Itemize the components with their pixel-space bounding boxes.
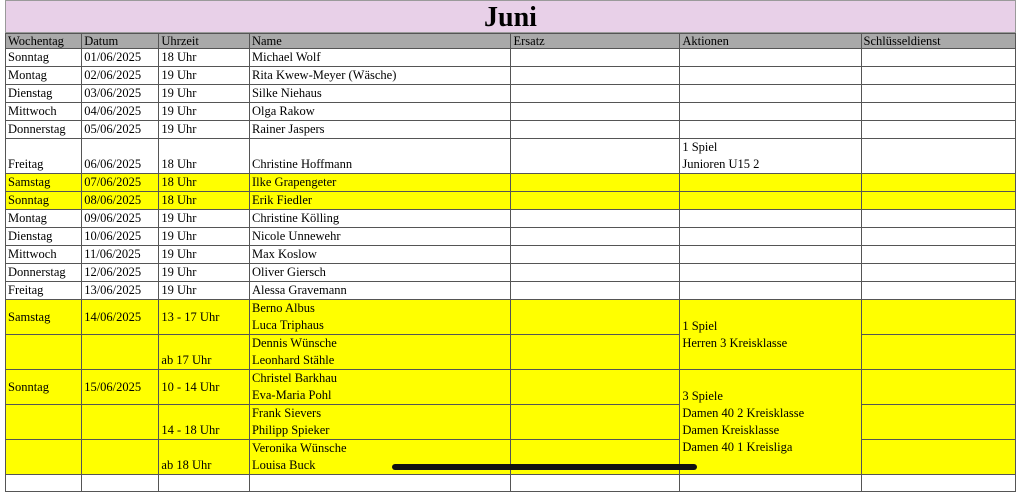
cell-aktionen[interactable] xyxy=(680,85,861,103)
action-line: Herren 3 Kreisklasse xyxy=(682,335,788,350)
cell-date[interactable]: 05/06/2025 xyxy=(82,121,159,139)
table-row xyxy=(6,405,1016,440)
cell-schluessel[interactable] xyxy=(861,174,1015,192)
name-line: Luca Triphaus xyxy=(251,318,324,332)
cell-schluessel[interactable] xyxy=(861,264,1015,282)
cell-day[interactable] xyxy=(6,475,82,492)
cell-date[interactable]: 15/06/2025 xyxy=(82,370,159,405)
cell-time[interactable]: 13 - 17 Uhr xyxy=(159,300,250,335)
table-row xyxy=(6,300,1016,335)
cell-date[interactable] xyxy=(82,335,159,370)
cell-date[interactable]: 01/06/2025 xyxy=(82,49,159,67)
header-row xyxy=(6,34,1016,49)
cell-date[interactable]: 07/06/2025 xyxy=(82,174,159,192)
cell-name[interactable]: Erik Fiedler xyxy=(249,192,511,210)
header-aktionen[interactable]: Aktionen xyxy=(680,34,861,49)
cell-date[interactable]: 11/06/2025 xyxy=(82,246,159,264)
name-line: Christel Barkhau xyxy=(251,371,338,385)
cell-ersatz[interactable] xyxy=(511,246,680,264)
cell-day[interactable]: Freitag xyxy=(6,282,82,300)
cell-day[interactable] xyxy=(6,440,82,475)
cell-aktionen[interactable] xyxy=(680,264,861,282)
cell-time[interactable]: 18 Uhr xyxy=(159,139,250,174)
table-row xyxy=(6,282,1016,300)
cell-schluessel[interactable] xyxy=(861,210,1015,228)
header-name[interactable]: Name xyxy=(249,34,511,49)
cell-schluessel[interactable] xyxy=(861,440,1015,475)
cell-ersatz[interactable] xyxy=(511,67,680,85)
action-line: 1 Spiel xyxy=(682,318,718,333)
cell-day[interactable]: Freitag xyxy=(6,139,82,174)
table-row xyxy=(6,67,1016,85)
cell-time[interactable]: 18 Uhr xyxy=(159,192,250,210)
cell-name[interactable]: Rita Kwew-Meyer (Wäsche) xyxy=(249,67,511,85)
cell-aktionen[interactable] xyxy=(680,300,861,370)
cell-name[interactable] xyxy=(249,300,511,335)
cell-aktionen[interactable] xyxy=(680,370,861,475)
cell-time[interactable]: ab 17 Uhr xyxy=(159,335,250,370)
name-line: Berno Albus xyxy=(251,301,315,315)
table-row xyxy=(6,335,1016,370)
action-line: 1 Spiel xyxy=(682,140,718,154)
cell-ersatz[interactable] xyxy=(511,282,680,300)
cell-time[interactable]: 18 Uhr xyxy=(159,49,250,67)
table-row xyxy=(6,103,1016,121)
cell-schluessel[interactable] xyxy=(861,85,1015,103)
cell-ersatz[interactable] xyxy=(511,121,680,139)
cell-date[interactable]: 09/06/2025 xyxy=(82,210,159,228)
cell-schluessel[interactable] xyxy=(861,67,1015,85)
cell-day[interactable]: Sonntag xyxy=(6,192,82,210)
cell-name[interactable]: Christine Hoffmann xyxy=(249,139,511,174)
cell-schluessel[interactable] xyxy=(861,282,1015,300)
cell-name[interactable]: Alessa Gravemann xyxy=(249,282,511,300)
cell-schluessel[interactable] xyxy=(861,49,1015,67)
cell-date[interactable] xyxy=(82,475,159,492)
header-ersatz[interactable]: Ersatz xyxy=(511,34,680,49)
table-row xyxy=(6,264,1016,282)
name-line: Eva-Maria Pohl xyxy=(251,388,332,402)
cell-schluessel[interactable] xyxy=(861,335,1015,370)
cell-time[interactable]: 19 Uhr xyxy=(159,121,250,139)
cell-date[interactable]: 14/06/2025 xyxy=(82,300,159,335)
cell-ersatz[interactable] xyxy=(511,335,680,370)
cell-schluessel[interactable] xyxy=(861,405,1015,440)
schedule-table xyxy=(5,33,1016,492)
cell-ersatz[interactable] xyxy=(511,139,680,174)
cell-date[interactable]: 13/06/2025 xyxy=(82,282,159,300)
cell-name[interactable] xyxy=(249,335,511,370)
table-row xyxy=(6,475,1016,492)
cell-ersatz[interactable] xyxy=(511,210,680,228)
cell-aktionen[interactable] xyxy=(680,246,861,264)
cell-name[interactable]: Oliver Giersch xyxy=(249,264,511,282)
cell-ersatz[interactable] xyxy=(511,228,680,246)
cell-name[interactable] xyxy=(249,405,511,440)
cell-schluessel[interactable] xyxy=(861,246,1015,264)
table-row xyxy=(6,49,1016,67)
cell-date[interactable]: 03/06/2025 xyxy=(82,85,159,103)
cell-date[interactable] xyxy=(82,405,159,440)
cell-ersatz[interactable] xyxy=(511,49,680,67)
cell-day[interactable]: Samstag xyxy=(6,174,82,192)
cell-name[interactable] xyxy=(249,475,511,492)
cell-name[interactable]: Max Koslow xyxy=(249,246,511,264)
cell-day[interactable]: Mittwoch xyxy=(6,246,82,264)
cell-day[interactable]: Mittwoch xyxy=(6,103,82,121)
cell-name[interactable]: Silke Niehaus xyxy=(249,85,511,103)
spreadsheet xyxy=(5,0,1016,492)
name-line: Philipp Spieker xyxy=(251,423,330,437)
cell-date[interactable] xyxy=(82,440,159,475)
cell-ersatz[interactable] xyxy=(511,174,680,192)
cell-schluessel[interactable] xyxy=(861,300,1015,335)
header-schluesseldienst[interactable]: Schlüsseldienst xyxy=(861,34,1015,49)
cell-ersatz[interactable] xyxy=(511,370,680,405)
cell-date[interactable]: 08/06/2025 xyxy=(82,192,159,210)
table-row xyxy=(6,139,1016,174)
cell-time[interactable]: 19 Uhr xyxy=(159,85,250,103)
cell-ersatz[interactable] xyxy=(511,192,680,210)
cell-name[interactable]: Rainer Jaspers xyxy=(249,121,511,139)
cell-schluessel[interactable] xyxy=(861,103,1015,121)
cell-day[interactable]: Dienstag xyxy=(6,228,82,246)
cell-aktionen[interactable] xyxy=(680,282,861,300)
cell-name[interactable]: Ilke Grapengeter xyxy=(249,174,511,192)
name-line: Veronika Wünsche xyxy=(251,441,347,455)
cell-day[interactable]: Sonntag xyxy=(6,370,82,405)
cell-name[interactable]: Olga Rakow xyxy=(249,103,511,121)
table-row xyxy=(6,210,1016,228)
cell-aktionen[interactable] xyxy=(680,139,861,174)
table-row xyxy=(6,121,1016,139)
cell-day[interactable] xyxy=(6,335,82,370)
cell-name[interactable] xyxy=(249,370,511,405)
cell-ersatz[interactable] xyxy=(511,103,680,121)
cell-date[interactable]: 04/06/2025 xyxy=(82,103,159,121)
cell-ersatz[interactable] xyxy=(511,300,680,335)
cell-day[interactable]: Montag xyxy=(6,67,82,85)
name-line: Leonhard Stähle xyxy=(251,353,335,367)
cell-day[interactable]: Donnerstag xyxy=(6,264,82,282)
cell-time[interactable]: ab 18 Uhr xyxy=(159,440,250,475)
cell-aktionen[interactable] xyxy=(680,192,861,210)
cell-name[interactable]: Michael Wolf xyxy=(249,49,511,67)
cell-ersatz[interactable] xyxy=(511,405,680,440)
cell-schluessel[interactable] xyxy=(861,370,1015,405)
action-line: Junioren U15 2 xyxy=(682,157,760,171)
cell-time[interactable]: 14 - 18 Uhr xyxy=(159,405,250,440)
table-row xyxy=(6,85,1016,103)
cell-schluessel[interactable] xyxy=(861,121,1015,139)
header-datum[interactable]: Datum xyxy=(82,34,159,49)
name-line: Frank Sievers xyxy=(251,406,322,420)
cell-aktionen[interactable] xyxy=(680,210,861,228)
cell-name[interactable]: Christine Kölling xyxy=(249,210,511,228)
cell-ersatz[interactable] xyxy=(511,85,680,103)
cell-name[interactable]: Nicole Unnewehr xyxy=(249,228,511,246)
cell-time[interactable] xyxy=(159,475,250,492)
cell-day[interactable] xyxy=(6,405,82,440)
cell-time[interactable]: 18 Uhr xyxy=(159,174,250,192)
cell-ersatz[interactable] xyxy=(511,475,680,492)
cell-date[interactable]: 02/06/2025 xyxy=(82,67,159,85)
cell-schluessel[interactable] xyxy=(861,139,1015,174)
cell-time[interactable]: 19 Uhr xyxy=(159,246,250,264)
table-row xyxy=(6,370,1016,405)
name-line: Dennis Wünsche xyxy=(251,336,337,350)
action-line: 3 Spiele xyxy=(682,389,723,403)
cell-aktionen[interactable] xyxy=(680,475,861,492)
cell-aktionen[interactable] xyxy=(680,228,861,246)
table-row xyxy=(6,246,1016,264)
cell-time[interactable]: 19 Uhr xyxy=(159,228,250,246)
action-line: Damen 40 2 Kreisklasse xyxy=(682,406,805,420)
cell-date[interactable]: 12/06/2025 xyxy=(82,264,159,282)
cell-aktionen[interactable] xyxy=(680,174,861,192)
cell-aktionen[interactable] xyxy=(680,49,861,67)
cell-ersatz[interactable] xyxy=(511,264,680,282)
cell-schluessel[interactable] xyxy=(861,475,1015,492)
cell-schluessel[interactable] xyxy=(861,192,1015,210)
cell-time[interactable]: 19 Uhr xyxy=(159,103,250,121)
cell-time[interactable]: 19 Uhr xyxy=(159,264,250,282)
cell-aktionen[interactable] xyxy=(680,121,861,139)
cell-day[interactable]: Donnerstag xyxy=(6,121,82,139)
header-uhrzeit[interactable]: Uhrzeit xyxy=(159,34,250,49)
cell-date[interactable]: 10/06/2025 xyxy=(82,228,159,246)
header-wochentag[interactable]: Wochentag xyxy=(6,34,82,49)
table-row xyxy=(6,174,1016,192)
cell-day[interactable]: Montag xyxy=(6,210,82,228)
cell-time[interactable]: 19 Uhr xyxy=(159,282,250,300)
cell-aktionen[interactable] xyxy=(680,103,861,121)
cell-day[interactable]: Dienstag xyxy=(6,85,82,103)
cell-day[interactable]: Sonntag xyxy=(6,49,82,67)
cell-time[interactable]: 19 Uhr xyxy=(159,210,250,228)
table-row xyxy=(6,192,1016,210)
cell-schluessel[interactable] xyxy=(861,228,1015,246)
action-line: Damen Kreisklasse xyxy=(682,423,780,437)
cell-time[interactable]: 10 - 14 Uhr xyxy=(159,370,250,405)
cell-day[interactable]: Samstag xyxy=(6,300,82,335)
table-row xyxy=(6,228,1016,246)
cell-aktionen[interactable] xyxy=(680,67,861,85)
month-title: Juni xyxy=(5,0,1016,33)
cell-date[interactable]: 06/06/2025 xyxy=(82,139,159,174)
cell-time[interactable]: 19 Uhr xyxy=(159,67,250,85)
home-indicator-bar[interactable] xyxy=(392,464,697,470)
action-line: Damen 40 1 Kreisliga xyxy=(682,440,793,454)
name-line: Louisa Buck xyxy=(251,458,316,472)
